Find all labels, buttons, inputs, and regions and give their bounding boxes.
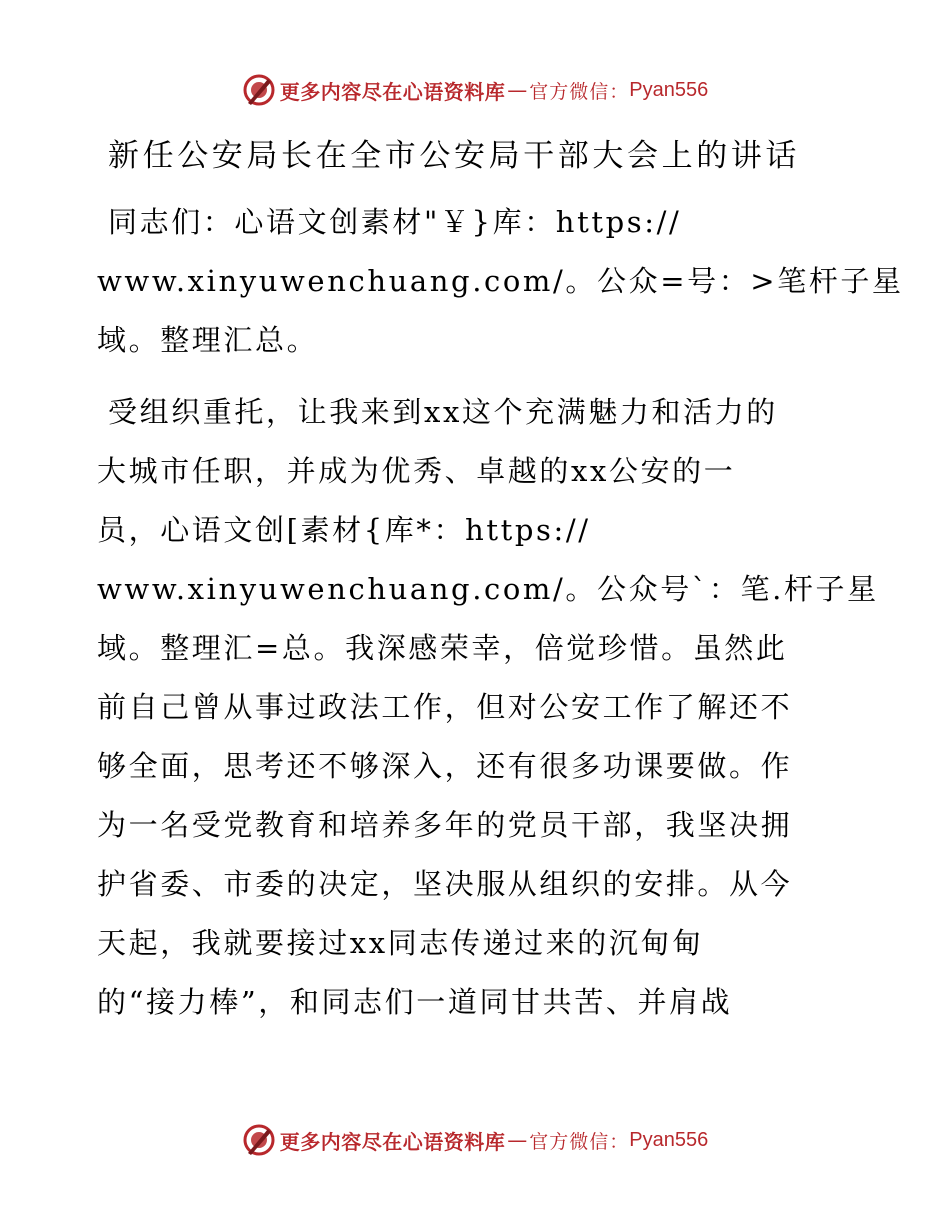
paragraph-line: 员，心语文创[素材{库*：https:// <box>97 513 591 547</box>
paragraph-line: 为一名受党教育和培养多年的党员干部，我坚决拥 <box>97 808 793 842</box>
banner-wechat-label: 官方微信： <box>529 1130 630 1153</box>
header-banner <box>0 70 950 110</box>
paragraph-line: 受组织重托，让我来到xx这个充满魅力和活力的 <box>108 395 778 429</box>
paragraph-line: 够全面，思考还不够深入，还有很多功课要做。作 <box>97 749 793 783</box>
pen-logo-icon <box>242 73 276 107</box>
pen-logo-icon <box>242 1123 276 1157</box>
footer-banner <box>0 1120 950 1160</box>
paragraph-line: 大城市任职，并成为优秀、卓越的xx公安的一 <box>97 454 736 488</box>
paragraph-line: 域。整理汇=总。我深感荣幸，倍觉珍惜。虽然此 <box>97 631 788 665</box>
paragraph-line: 护省委、市委的决定，坚决服从组织的安排。从今 <box>97 867 793 901</box>
banner-wechat-id: Pyan556 <box>629 78 709 101</box>
paragraph-line: www.xinyuwenchuang.com/。公众号`：笔.杆子星 <box>97 572 879 606</box>
paragraph-line: www.xinyuwenchuang.com/。公众=号：>笔杆子星 <box>97 264 904 298</box>
paragraph-line: 的“接力棒”，和同志们一道同甘共苦、并肩战 <box>97 985 733 1019</box>
banner-main-text: 更多内容尽在心语资料库 <box>279 79 506 104</box>
paragraph-line: 同志们：心语文创素材"￥}库：https:// <box>108 205 682 239</box>
banner-dash: — <box>507 78 528 102</box>
document-title: 新任公安局长在全市公安局干部大会上的讲话 <box>108 138 800 174</box>
banner-wechat-id: Pyan556 <box>629 1128 709 1151</box>
banner-main-text: 更多内容尽在心语资料库 <box>279 1129 506 1154</box>
paragraph-line: 域。整理汇总。 <box>97 323 319 357</box>
banner-dash: — <box>507 1128 528 1152</box>
paragraph-line: 前自己曾从事过政法工作，但对公安工作了解还不 <box>97 690 793 724</box>
banner-wechat-label: 官方微信： <box>529 80 630 103</box>
paragraph-line: 天起，我就要接过xx同志传递过来的沉甸甸 <box>97 926 704 960</box>
